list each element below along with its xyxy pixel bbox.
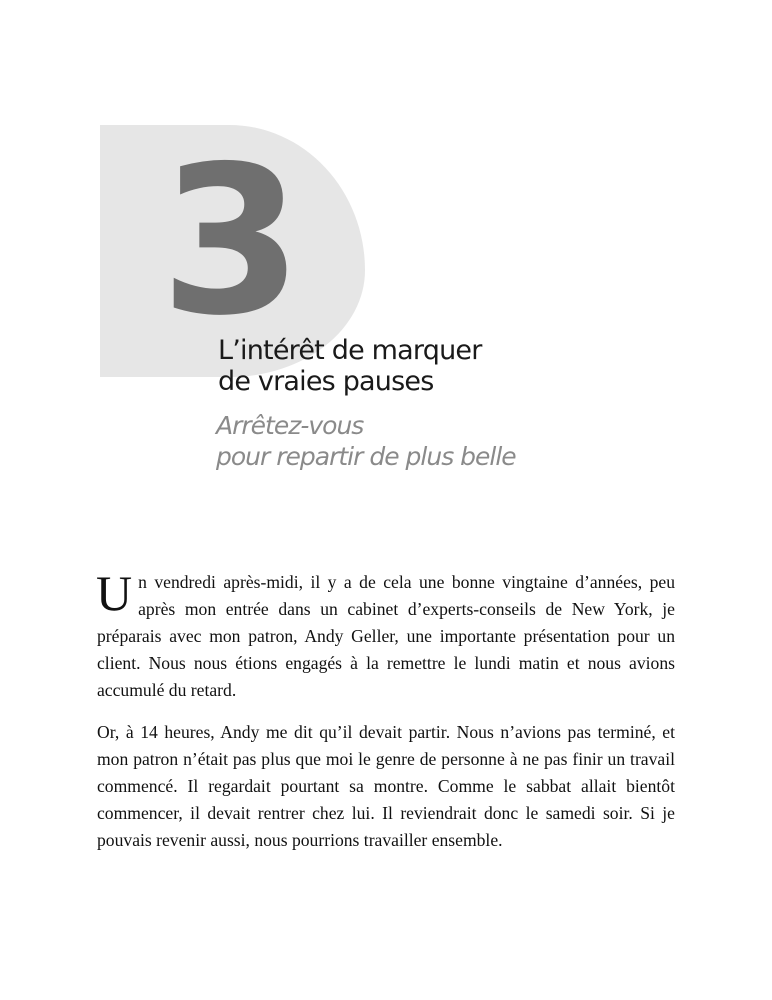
- paragraph-1-text: n vendredi après-midi, il y a de cela une bonne vingtaine d’années, peu après mon entrée dans un cabinet d’experts-conseils de New York, je préparais avec mon patron, Andy Geller, une importante présentation pour un client. Nous nous étions engagés à la remettre le lundi matin et nous avions accumulé du retard.: [97, 572, 675, 700]
- chapter-subtitle-line-1: Arrêtez-vous: [216, 411, 364, 440]
- chapter-number: 3: [160, 123, 299, 361]
- chapter-title-line-1: L’intérêt de marquer: [218, 335, 482, 366]
- chapter-subtitle: [216, 410, 516, 472]
- chapter-body: [96, 565, 675, 869]
- chapter-subtitle-line-2: pour repartir de plus belle: [216, 442, 516, 471]
- chapter-title-line-2: de vraies pauses: [218, 366, 434, 397]
- chapter-title: [218, 335, 482, 397]
- paragraph-2: Or, à 14 heures, Andy me dit qu’il devait partir. Nous n’avions pas terminé, et mon patron n’était pas plus que moi le genre de personne à ne pas finir un travail commencé. Il regardait pourtant sa montre. Comme le sabbat allait bientôt commencer, il devait rentrer chez lui. Il reviendrait donc le samedi soir. Si je pouvais revenir aussi, nous pourrions travailler ensemble.: [97, 722, 675, 850]
- paragraph-1: [96, 565, 675, 704]
- drop-cap: U: [96, 565, 133, 621]
